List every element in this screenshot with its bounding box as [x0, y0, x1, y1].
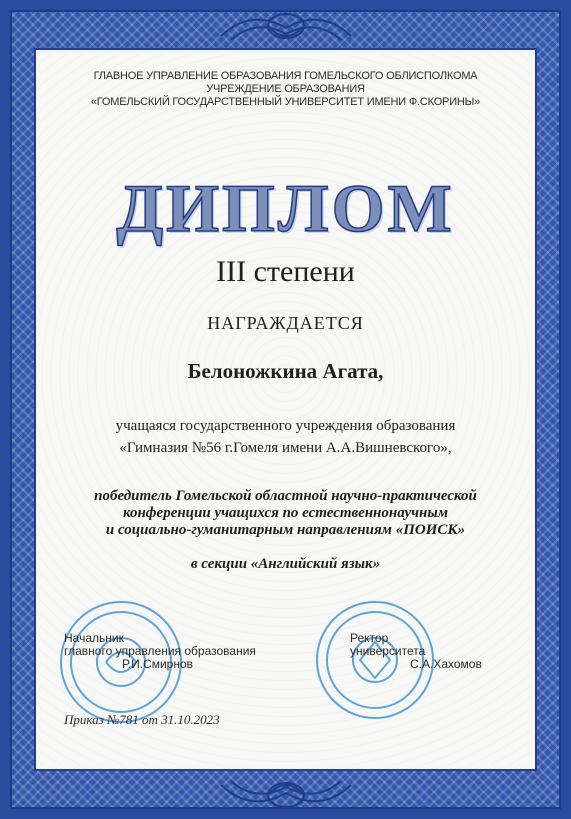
- left-role-line-2: главного управления образования: [64, 644, 256, 658]
- order-number: Приказ №781 от 31.10.2023: [64, 712, 220, 727]
- header-line-2: УЧРЕЖДЕНИЕ ОБРАЗОВАНИЯ: [206, 83, 365, 95]
- right-role-line-1: Ректор: [350, 631, 389, 645]
- signature-right: [350, 632, 482, 671]
- right-role-line-2: университета: [350, 644, 426, 658]
- right-signer-name: С.А.Хахомов: [410, 657, 482, 671]
- signature-left: [64, 632, 256, 671]
- reason-line-3: и социально-гуманитарным направлениям «ПОИСК»: [105, 522, 466, 538]
- section-label: в секции «Английский язык»: [190, 556, 381, 572]
- bottom-ornament-icon: [211, 771, 361, 815]
- awarded-label: НАГРАЖДАЕТСЯ: [207, 313, 364, 333]
- reason-line-2: конференции учащихся по естественнонаучным: [122, 505, 449, 521]
- recipient-name: Белоножкина Агата,: [187, 359, 384, 383]
- institution-block: [0, 415, 571, 459]
- left-role-line-1: Начальник: [64, 631, 124, 645]
- award-reason: [0, 488, 571, 539]
- header-line-3: «ГОМЕЛЬСКИЙ ГОСУДАРСТВЕННЫЙ УНИВЕРСИТЕТ ИМЕНИ Ф.СКОРИНЫ»: [90, 96, 481, 108]
- degree-label: III степени: [216, 255, 355, 288]
- institution-line-2: «Гимназия №56 г.Гомеля имени А.А.Вишневского»,: [119, 440, 452, 456]
- institution-line-1: учащаяся государственного учреждения образования: [115, 418, 456, 434]
- reason-line-1: победитель Гомельской областной научно-практической: [94, 488, 477, 504]
- header-line-1: ГЛАВНОЕ УПРАВЛЕНИЕ ОБРАЗОВАНИЯ ГОМЕЛЬСКОГО ОБЛИСПОЛКОМА: [93, 70, 478, 82]
- diploma-title: ДИПЛОМ: [116, 170, 455, 246]
- issuer-header: [0, 70, 571, 109]
- left-signer-name: Р.И.Смирнов: [122, 657, 193, 671]
- top-ornament-icon: [211, 6, 361, 50]
